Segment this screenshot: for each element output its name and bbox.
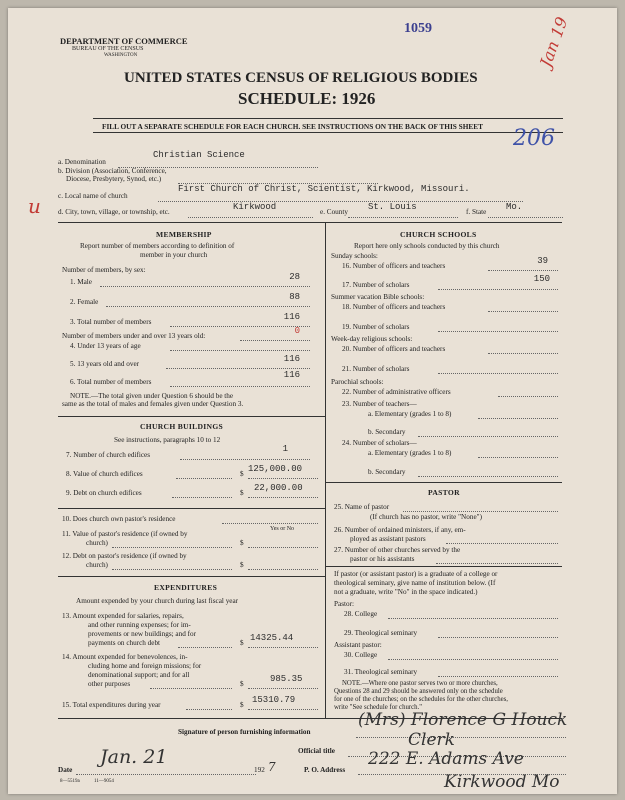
q25-label: 25. Name of pastor — [334, 503, 390, 511]
q8-value: 125,000.00 — [248, 464, 303, 474]
local-name-value: First Church of Christ, Scientist, Kirkwood, Missouri. — [178, 184, 470, 194]
assistant-pastor-label: Assistant pastor: — [334, 641, 382, 649]
state-label: f. State — [466, 208, 487, 216]
pastor-note-3: for one of the churches; on the schedules for the other churches, — [334, 696, 509, 703]
membership-intro-2: member in your church — [140, 251, 208, 259]
q21-label: 21. Number of scholars — [342, 365, 410, 373]
q13-line-2: and other running expenses; for im- — [88, 621, 191, 629]
address-value-2: Kirkwood Mo — [444, 772, 560, 792]
city-label: WASHINGTON — [104, 53, 138, 58]
q7-label: 7. Number of church edifices — [66, 451, 151, 459]
parochial-schools-label: Parochial schools: — [331, 378, 384, 386]
q9-dollar: $ — [240, 489, 244, 497]
q16-label: 16. Number of officers and teachers — [342, 262, 446, 270]
q14-line-4: other purposes — [88, 680, 131, 688]
date-value: Jan. 21 — [100, 746, 168, 768]
handwritten-date-note: Jan 19 — [536, 14, 572, 70]
q11-dollar: $ — [240, 539, 244, 547]
q12-label: 12. Debt on pastor's residence (if owned by — [62, 552, 187, 560]
q11-label: 11. Value of pastor's residence (if owned by — [62, 530, 188, 538]
q25-hint: (If church has no pastor, write "None") — [370, 513, 482, 521]
q5-value: 116 — [283, 354, 300, 364]
q16-value: 39 — [537, 256, 548, 266]
membership-note: NOTE.—The total given under Question 6 should be the — [70, 392, 234, 400]
sunday-schools-label: Sunday schools: — [331, 252, 378, 260]
city-town-label: d. City, town, village, or township, etc. — [58, 208, 170, 216]
q27-label-2: pastor or his assistants — [350, 555, 415, 563]
print-code: 8—5519a — [60, 779, 80, 784]
q15-dollar: $ — [240, 701, 244, 709]
q17-label: 17. Number of scholars — [342, 281, 410, 289]
q12-dollar: $ — [240, 561, 244, 569]
q14-dollar: $ — [240, 680, 244, 688]
membership-intro: Report number of members according to definition of — [80, 242, 235, 250]
q29-label: 29. Theological seminary — [344, 629, 418, 637]
q13-line-3: provements or new buildings; and for — [88, 630, 196, 638]
q3-label: 3. Total number of members — [70, 318, 152, 326]
q6-label: 6. Total number of members — [70, 378, 152, 386]
q9-label: 9. Debt on church edifices — [66, 489, 142, 497]
q19-label: 19. Number of scholars — [342, 323, 410, 331]
graduate-line-3: not a graduate, write "No" in the space indicated.) — [334, 588, 478, 596]
denomination-label: a. Denomination — [58, 158, 106, 166]
q2-value: 88 — [289, 292, 300, 302]
division-label: b. Division (Association, Conference, — [58, 167, 167, 175]
q14-line-1: 14. Amount expended for benevolences, in- — [62, 653, 188, 661]
q13-dollar: $ — [240, 639, 244, 647]
buildings-intro: See instructions, paragraphs 10 to 12 — [114, 436, 221, 444]
address-value: 222 E. Adams Ave — [368, 749, 524, 769]
q24-label: 24. Number of scholars— — [342, 439, 417, 447]
year-prefix: 192 — [254, 766, 265, 774]
q13-line-4: payments on church debt — [88, 639, 161, 647]
address-label: P. O. Address — [304, 766, 346, 774]
by-sex-label: Number of members, by sex: — [62, 266, 146, 274]
weekday-schools-label: Week-day religious schools: — [331, 335, 413, 343]
q20-label: 20. Number of officers and teachers — [342, 345, 446, 353]
q14-line-2: cluding home and foreign missions; for — [88, 662, 202, 670]
local-name-label: c. Local name of church — [58, 192, 128, 200]
expenditures-intro: Amount expended by your church during last fiscal year — [76, 597, 239, 605]
state-value: Mo. — [506, 202, 523, 212]
q6-value: 116 — [283, 370, 300, 380]
q4-label: 4. Under 13 years of age — [70, 342, 141, 350]
county-label: e. County — [320, 208, 348, 216]
handwritten-code: 206 — [513, 126, 555, 151]
q8-dollar: $ — [240, 470, 244, 478]
q10-label: 10. Does church own pastor's residence — [62, 515, 176, 523]
pastor-note-1: NOTE.—Where one pastor serves two or more churches, — [342, 680, 498, 687]
graduate-line-2: theological seminary, give name of institution below. (If — [334, 579, 496, 587]
year-digit: 7 — [268, 760, 276, 774]
print-code-2: 11—9054 — [94, 779, 114, 784]
pastor-note-4: write "See schedule for church." — [334, 704, 423, 711]
q13-line-1: 13. Amount expended for salaries, repairs, — [62, 612, 184, 620]
q24b-label: b. Secondary — [368, 468, 406, 476]
q13-value: 14325.44 — [250, 633, 294, 643]
buildings-title: CHURCH BUILDINGS — [140, 422, 224, 431]
q26-label-2: ployed as assistant pastors — [350, 535, 426, 543]
q3-value: 116 — [283, 312, 300, 322]
pastor-note-2: Questions 28 and 29 should be answered only on the schedule — [334, 688, 503, 695]
pastor-title: PASTOR — [428, 488, 460, 497]
denomination-value: Christian Science — [153, 150, 245, 160]
q17-value: 150 — [533, 274, 550, 284]
under-over-value: 0 — [294, 326, 300, 336]
schedule-title: SCHEDULE: 1926 — [238, 89, 376, 108]
q26-label: 26. Number of ordained ministers, if any, em- — [334, 526, 466, 534]
census-form — [8, 8, 617, 794]
q15-label: 15. Total expenditures during year — [62, 701, 161, 709]
form-number: 1059 — [404, 21, 432, 36]
q24a-label: a. Elementary (grades 1 to 8) — [368, 449, 452, 457]
q12-label-2: church) — [86, 561, 108, 569]
q23b-label: b. Secondary — [368, 428, 406, 436]
county-value: St. Louis — [368, 202, 417, 212]
division-label-2: Diocese, Presbytery, Synod, etc.) — [66, 175, 162, 183]
q27-label: 27. Number of other churches served by the — [334, 546, 461, 554]
q11-label-2: church) — [86, 539, 108, 547]
pastor-sub-label: Pastor: — [334, 600, 354, 608]
yes-no-hint: Yes or No — [270, 526, 295, 532]
city-town-value: Kirkwood — [233, 202, 277, 212]
q2-label: 2. Female — [70, 298, 99, 306]
schools-intro: Report here only schools conducted by this church — [354, 242, 500, 250]
q28-label: 28. College — [344, 610, 378, 618]
bureau-label: BUREAU OF THE CENSUS — [72, 46, 144, 52]
signature-label: Signature of person furnishing information — [178, 728, 311, 736]
form-title: UNITED STATES CENSUS OF RELIGIOUS BODIES — [124, 70, 478, 86]
q1-label: 1. Male — [70, 278, 92, 286]
official-title-label: Official title — [298, 747, 335, 755]
q9-value: 22,000.00 — [254, 483, 303, 493]
q14-value: 985.35 — [270, 674, 303, 684]
q22-label: 22. Number of administrative officers — [342, 388, 451, 396]
q7-value: 1 — [282, 444, 288, 454]
handwritten-margin-mark: u — [28, 194, 41, 218]
schools-title: CHURCH SCHOOLS — [400, 230, 477, 239]
department-label: DEPARTMENT OF COMMERCE — [60, 36, 188, 46]
graduate-line-1: If pastor (or assistant pastor) is a graduate of a college or — [334, 570, 498, 578]
q18-label: 18. Number of officers and teachers — [342, 303, 446, 311]
q5-label: 5. 13 years old and over — [70, 360, 140, 368]
expenditures-title: EXPENDITURES — [154, 583, 218, 592]
q1-value: 28 — [289, 272, 300, 282]
q23a-label: a. Elementary (grades 1 to 8) — [368, 410, 452, 418]
membership-note-2: same as the total of males and females given under Question 3. — [62, 400, 244, 408]
official-title-value: Clerk — [408, 730, 455, 750]
vacation-schools-label: Summer vacation Bible schools: — [331, 293, 425, 301]
under-over-label: Number of members under and over 13 years old: — [62, 332, 206, 340]
q23-label: 23. Number of teachers— — [342, 400, 417, 408]
q30-label: 30. College — [344, 651, 378, 659]
signature-value: (Mrs) Florence G Houck — [358, 710, 568, 730]
q14-line-3: denominational support; and for all — [88, 671, 190, 679]
membership-title: MEMBERSHIP — [156, 230, 212, 239]
q8-label: 8. Value of church edifices — [66, 470, 143, 478]
instruction-line: FILL OUT A SEPARATE SCHEDULE FOR EACH CHURCH. SEE INSTRUCTIONS ON THE BACK OF THIS SHEET — [102, 122, 484, 131]
q31-label: 31. Theological seminary — [344, 668, 418, 676]
date-label: Date — [58, 766, 73, 774]
q15-value: 15310.79 — [252, 695, 296, 705]
